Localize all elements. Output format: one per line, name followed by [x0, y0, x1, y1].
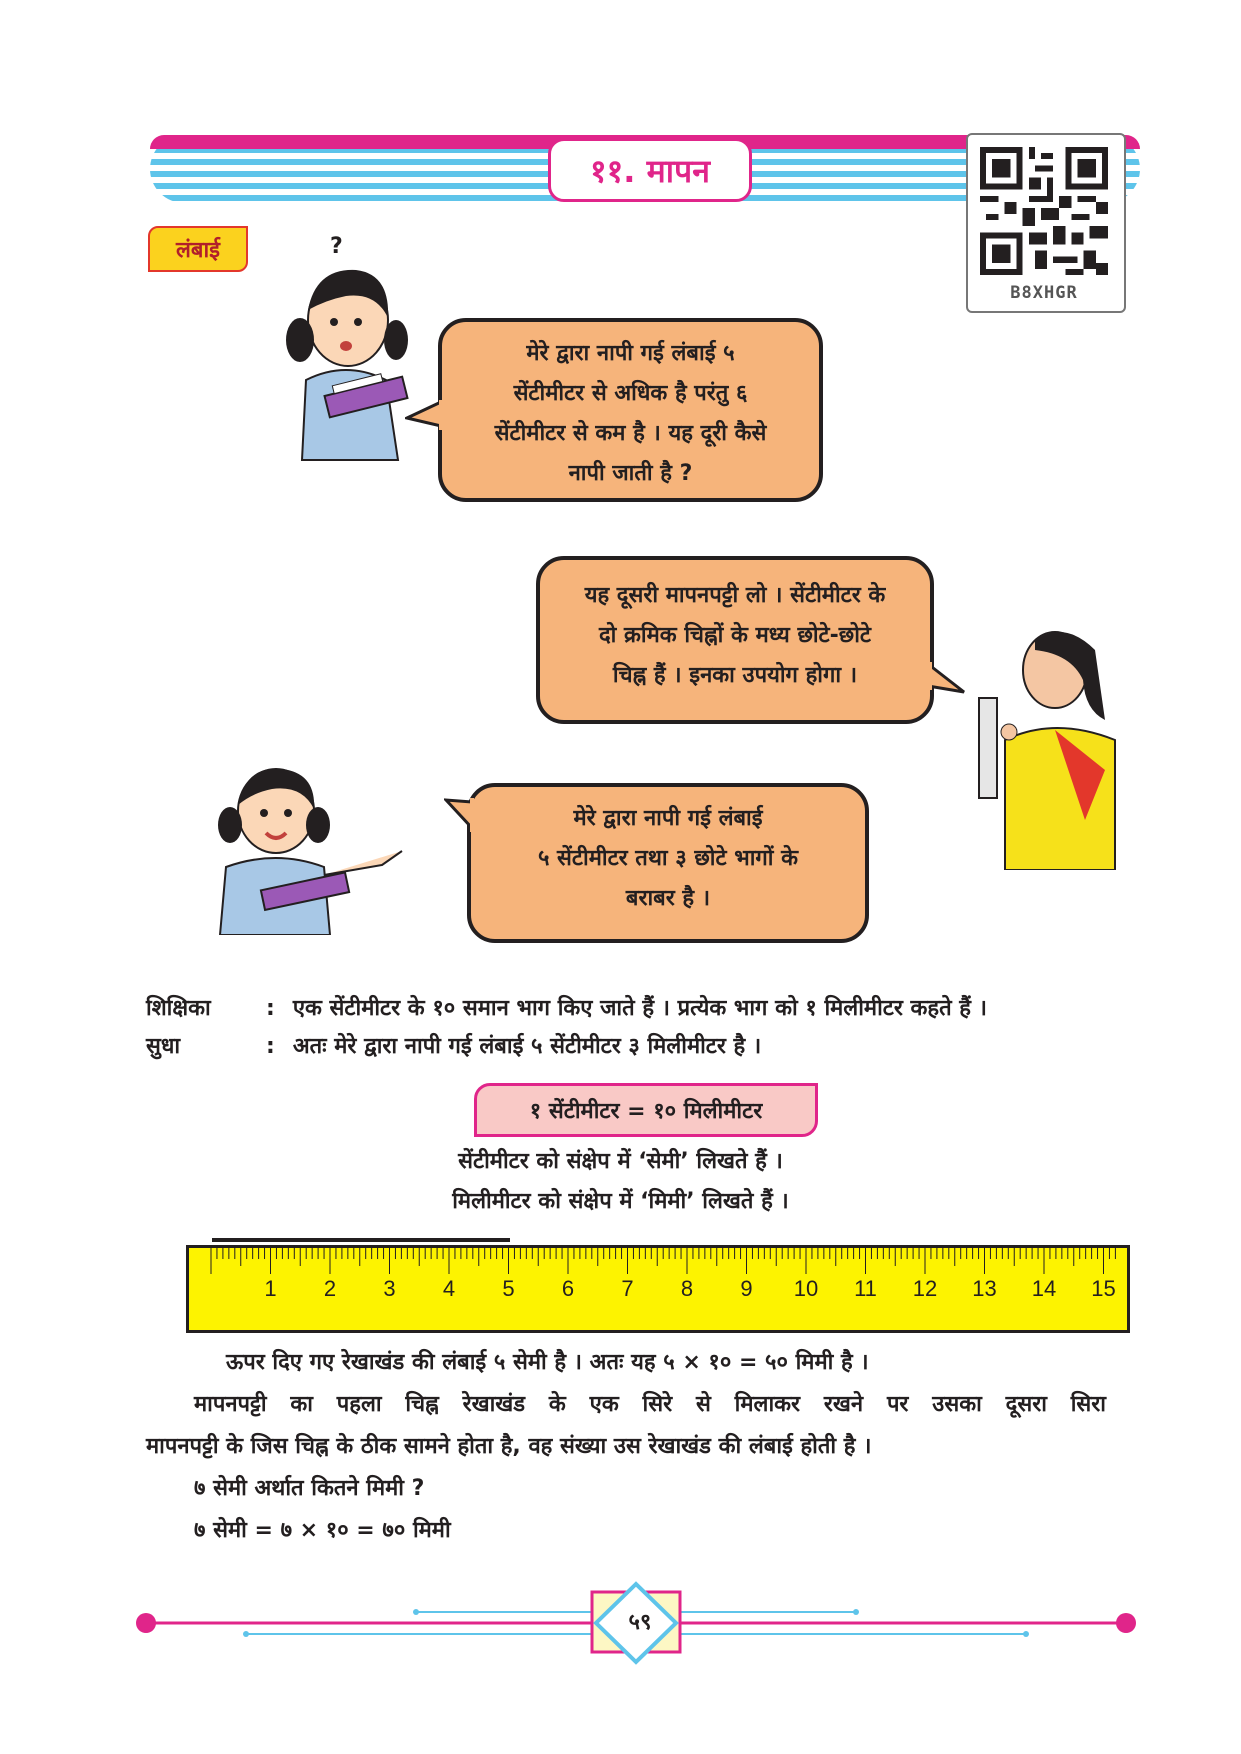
bubble-line: नापी जाती है ?	[568, 461, 693, 486]
ruler-label: 2	[323, 1276, 337, 1301]
paragraph-line: मापनपट्टी का पहला चिह्न रेखाखंड के एक सिरे से मिलाकर रखने पर उसका दूसरा सिरा	[194, 1392, 1106, 1417]
bubble-line: मेरे द्वारा नापी गई लंबाई ५	[526, 341, 735, 366]
dialogue-text: अतः मेरे द्वारा नापी गई लंबाई ५ सेंटीमीटर ३ मिलीमीटर है ।	[292, 1034, 762, 1059]
girl-thinking-illustration	[286, 240, 446, 470]
abbreviation-cm: सेंटीमीटर को संक्षेप में ‘सेमी’ लिखते हैं ।	[458, 1149, 783, 1174]
bubble-line: सेंटीमीटर से कम है । यह दूरी कैसे	[494, 421, 767, 446]
line-segment	[212, 1238, 510, 1242]
bubble-line: बराबर है ।	[625, 886, 711, 911]
bubble-line: सेंटीमीटर से अधिक है परंतु ६	[513, 381, 748, 406]
bubble-line: ५ सेंटीमीटर तथा ३ छोटे भागों के	[537, 846, 799, 871]
ruler-scale	[189, 1248, 1127, 1330]
ruler-label: 6	[561, 1276, 575, 1301]
qr-code-label: B8XHGR	[1010, 283, 1078, 303]
speech-bubble-girl-question	[438, 318, 823, 502]
ruler-label: 11	[854, 1276, 877, 1301]
page-number: ५९	[628, 1610, 652, 1635]
question-text: ७ सेमी अर्थात कितने मिमी ?	[194, 1476, 425, 1501]
speaker-label: शिक्षिका	[146, 996, 211, 1021]
paragraph-line: मापनपट्टी के जिस चिह्न के ठीक सामने होता है, वह संख्या उस रेखाखंड की लंबाई होती है ।	[146, 1434, 872, 1459]
bubble-line: मेरे द्वारा नापी गई लंबाई	[573, 806, 763, 831]
bubble-line: चिह्न हैं । इनका उपयोग होगा ।	[612, 663, 858, 688]
bubble-tail	[405, 400, 445, 430]
ruler	[186, 1245, 1130, 1333]
bubble-line: दो क्रमिक चिह्नों के मध्य छोटे-छोटे	[598, 623, 871, 648]
ruler-label: 13	[972, 1276, 997, 1301]
ruler-label: 4	[442, 1276, 456, 1301]
measurement-paragraph	[146, 1384, 1106, 1468]
dialogue-line-sudha	[146, 1028, 1146, 1066]
speaker-label: सुधा	[146, 1034, 181, 1059]
ruler-label: 1	[264, 1276, 277, 1301]
qr-code-icon	[980, 143, 1108, 279]
dialogue-text: एक सेंटीमीटर के १० समान भाग किए जाते हैं । प्रत्येक भाग को १ मिलीमीटर कहते हैं ।	[292, 996, 987, 1021]
formula-box: १ सेंटीमीटर = १० मिलीमीटर	[474, 1083, 818, 1137]
bubble-line: यह दूसरी मापनपट्टी लो । सेंटीमीटर के	[584, 583, 886, 608]
girl-answering-illustration	[206, 755, 406, 935]
teacher-illustration	[975, 620, 1125, 870]
answer-text: ७ सेमी = ७ × १० = ७० मिमी	[194, 1518, 451, 1543]
abbreviation-mm: मिलीमीटर को संक्षेप में ‘मिमी’ लिखते हैं ।	[452, 1189, 789, 1214]
segment-length-text: ऊपर दिए गए रेखाखंड की लंबाई ५ सेमी है । अतः यह ५ × १० = ५० मिमी है ।	[226, 1350, 869, 1375]
speaker-colon: :	[266, 1034, 275, 1059]
speaker-colon: :	[266, 996, 275, 1021]
dialogue-line-teacher	[146, 990, 1146, 1028]
bubble-tail	[926, 662, 966, 696]
ruler-label: 9	[740, 1276, 753, 1301]
ruler-label: 7	[621, 1276, 634, 1301]
ruler-label: 10	[793, 1276, 819, 1301]
chapter-title: ११. मापन	[548, 138, 752, 202]
ruler-label: 14	[1031, 1276, 1057, 1301]
ruler-label: 3	[383, 1276, 396, 1301]
ruler-label: 15	[1091, 1276, 1116, 1301]
ruler-label: 5	[502, 1276, 515, 1301]
bubble-tail	[444, 798, 474, 832]
ruler-label: 8	[680, 1276, 694, 1301]
question-mark: ?	[330, 234, 343, 259]
ruler-label: 12	[912, 1276, 938, 1301]
section-tag: लंबाई	[148, 226, 248, 272]
dialogue-block	[146, 990, 1146, 1066]
speech-bubble-teacher	[536, 556, 934, 724]
speech-bubble-girl-answer	[467, 783, 869, 943]
